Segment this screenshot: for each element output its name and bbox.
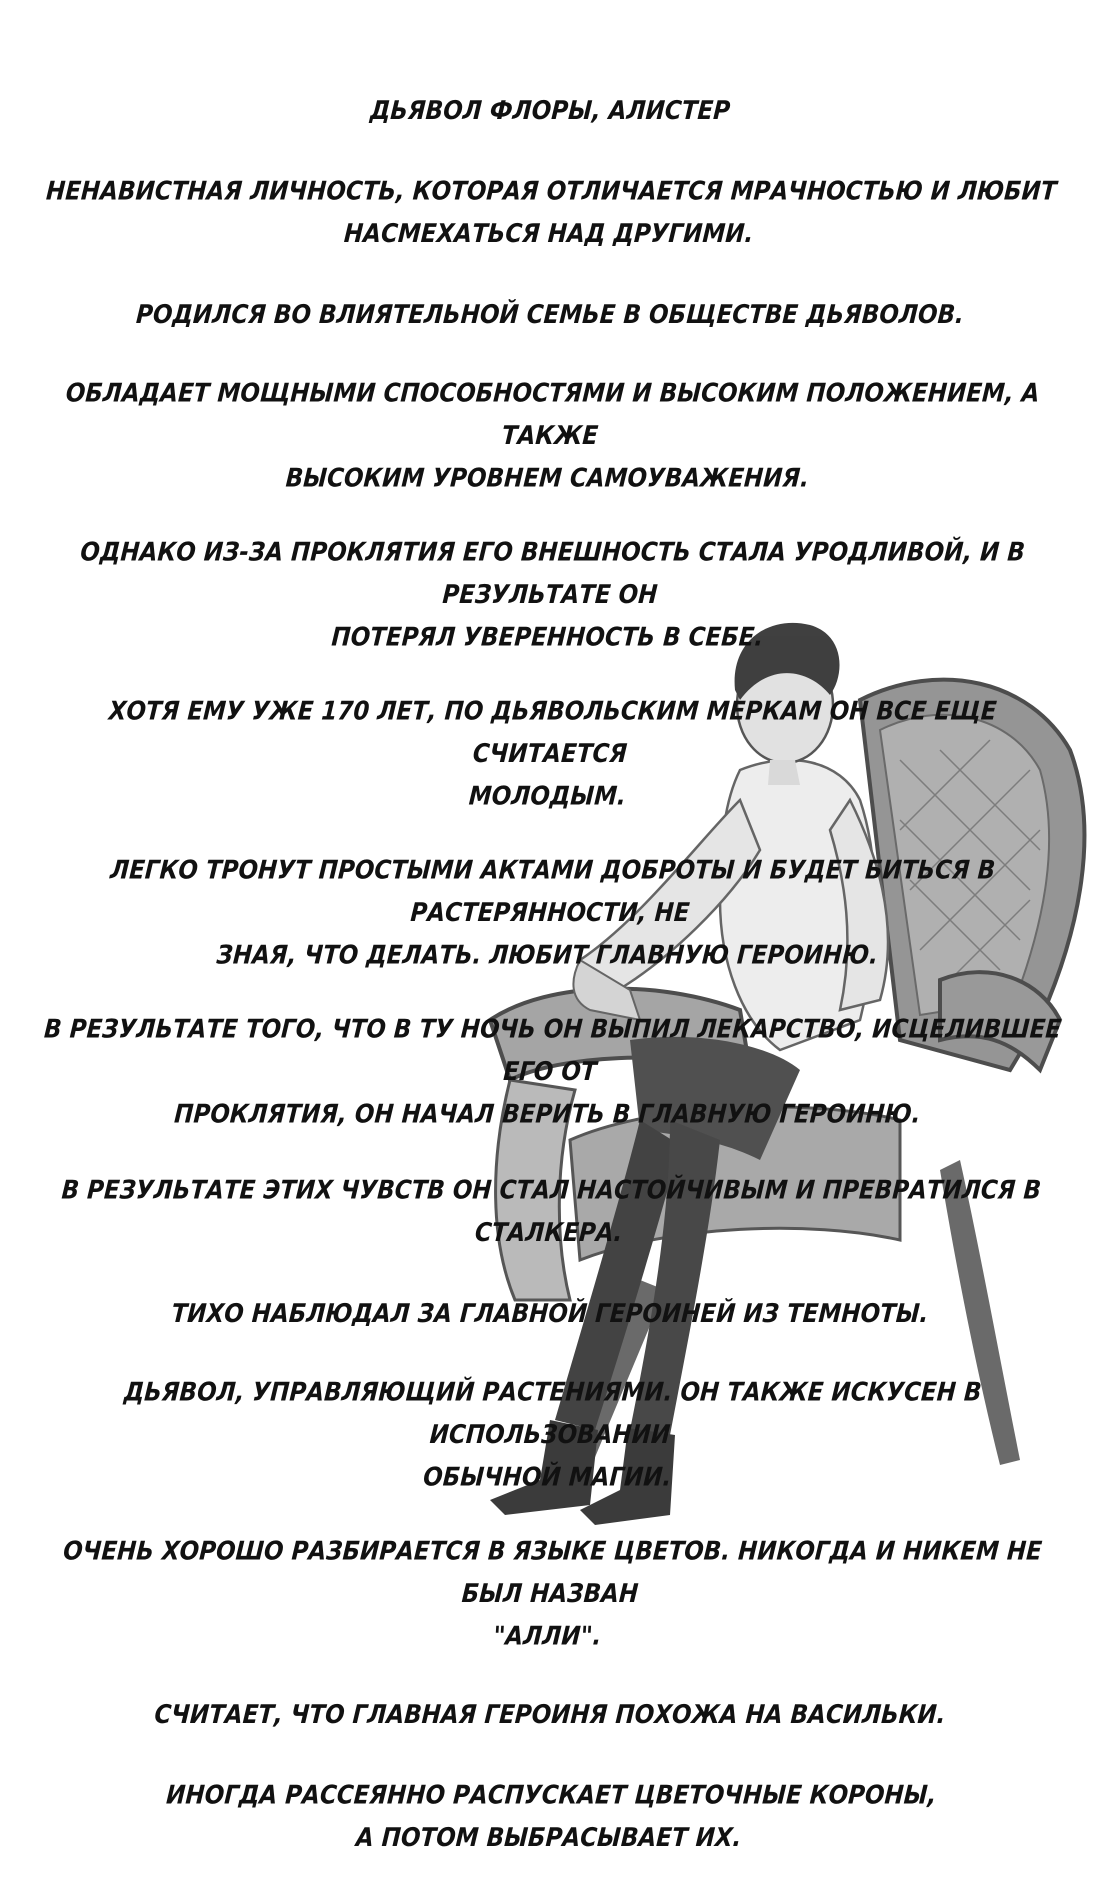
profile-paragraph bbox=[36, 849, 1064, 977]
profile-paragraph bbox=[36, 1008, 1064, 1136]
paragraph-line: "АЛЛИ". bbox=[492, 1622, 603, 1652]
paragraph-line: ХОТЯ ЕМУ УЖЕ 170 ЛЕТ, ПО ДЬЯВОЛЬСКИМ МЕРКАМ ОН ВСЕ ЕЩЕ СЧИТАЕТСЯ bbox=[107, 696, 998, 769]
paragraph-line: ПРОКЛЯТИЯ, ОН НАЧАЛ ВЕРИТЬ В ГЛАВНУЮ ГЕРОИНЮ. bbox=[173, 1100, 922, 1130]
paragraph-line: ОЧЕНЬ ХОРОШО РАЗБИРАЕТСЯ В ЯЗЫКЕ ЦВЕТОВ. НИКОГДА И НИКЕМ НЕ БЫЛ НАЗВАН bbox=[62, 1536, 1043, 1609]
paragraph-line: ТИХО НАБЛЮДАЛ ЗА ГЛАВНОЙ ГЕРОИНЕЙ ИЗ ТЕМНОТЫ. bbox=[170, 1299, 930, 1329]
paragraph-line: ЛЕГКО ТРОНУТ ПРОСТЫМИ АКТАМИ ДОБРОТЫ И БУДЕТ БИТЬСЯ В РАСТЕРЯННОСТИ, НЕ bbox=[109, 855, 997, 928]
profile-paragraphs bbox=[40, 175, 1063, 1855]
paragraph-line: ИНОГДА РАССЕЯННО РАСПУСКАЕТ ЦВЕТОЧНЫЕ КОРОНЫ, bbox=[165, 1781, 938, 1811]
profile-paragraph bbox=[36, 690, 1064, 818]
paragraph-line: СЧИТАЕТ, ЧТО ГЛАВНАЯ ГЕРОИНЯ ПОХОЖА НА ВАСИЛЬКИ. bbox=[153, 1700, 947, 1730]
paragraph-line: ДЬЯВОЛ, УПРАВЛЯЮЩИЙ РАСТЕНИЯМИ. ОН ТАКЖЕ ИСКУСЕН В ИСПОЛЬЗОВАНИИ bbox=[122, 1377, 983, 1450]
paragraph-line: ЗНАЯ, ЧТО ДЕЛАТЬ. ЛЮБИТ ГЛАВНУЮ ГЕРОИНЮ. bbox=[215, 941, 879, 971]
profile-paragraph bbox=[39, 294, 1062, 337]
profile-title: ДЬЯВОЛ ФЛОРЫ, АЛИСТЕР bbox=[369, 96, 731, 126]
paragraph-line: А ПОТОМ ВЫБРАСЫВАЕТ ИХ. bbox=[355, 1823, 743, 1853]
profile-paragraph bbox=[37, 170, 1062, 255]
profile-paragraph bbox=[36, 1371, 1064, 1499]
paragraph-line: ВЫСОКИМ УРОВНЕМ САМОУВАЖЕНИЯ. bbox=[284, 464, 810, 494]
paragraph-line: ОДНАКО ИЗ-ЗА ПРОКЛЯТИЯ ЕГО ВНЕШНОСТЬ СТАЛА УРОДЛИВОЙ, И В РЕЗУЛЬТАТЕ ОН bbox=[79, 537, 1026, 610]
profile-paragraph bbox=[37, 1774, 1062, 1859]
paragraph-line: В РЕЗУЛЬТАТЕ ЭТИХ ЧУВСТВ ОН СТАЛ НАСТОЙЧИВЫМ И ПРЕВРАТИЛСЯ В СТАЛКЕРА. bbox=[60, 1176, 1042, 1248]
paragraph-line: ОБЫЧНОЙ МАГИИ. bbox=[422, 1463, 673, 1493]
paragraph-line: МОЛОДЫМ. bbox=[467, 782, 627, 812]
profile-text bbox=[40, 92, 1063, 1900]
profile-paragraph bbox=[39, 1293, 1062, 1336]
profile-paragraph bbox=[37, 1169, 1062, 1254]
paragraph-line: В РЕЗУЛЬТАТЕ ТОГО, ЧТО В ТУ НОЧЬ ОН ВЫПИЛ ЛЕКАРСТВО, ИСЦЕЛИВШЕЕ ЕГО ОТ bbox=[43, 1014, 1063, 1087]
paragraph-line: НАСМЕХАТЬСЯ НАД ДРУГИМИ. bbox=[343, 219, 755, 249]
profile-paragraph bbox=[39, 1694, 1062, 1737]
profile-paragraph bbox=[36, 1530, 1064, 1658]
paragraph-line: ПОТЕРЯЛ УВЕРЕННОСТЬ В СЕБЕ. bbox=[330, 623, 765, 653]
paragraph-line: ОБЛАДАЕТ МОЩНЫМИ СПОСОБНОСТЯМИ И ВЫСОКИМ ПОЛОЖЕНИЕМ, А ТАКЖЕ bbox=[64, 378, 1041, 451]
profile-paragraph bbox=[36, 372, 1064, 500]
paragraph-line: РОДИЛСЯ ВО ВЛИЯТЕЛЬНОЙ СЕМЬЕ В ОБЩЕСТВЕ ДЬЯВОЛОВ. bbox=[135, 300, 965, 330]
profile-paragraph bbox=[36, 531, 1064, 659]
paragraph-line: НЕНАВИСТНАЯ ЛИЧНОСТЬ, КОТОРАЯ ОТЛИЧАЕТСЯ МРАЧНОСТЬЮ И ЛЮБИТ bbox=[45, 177, 1058, 207]
